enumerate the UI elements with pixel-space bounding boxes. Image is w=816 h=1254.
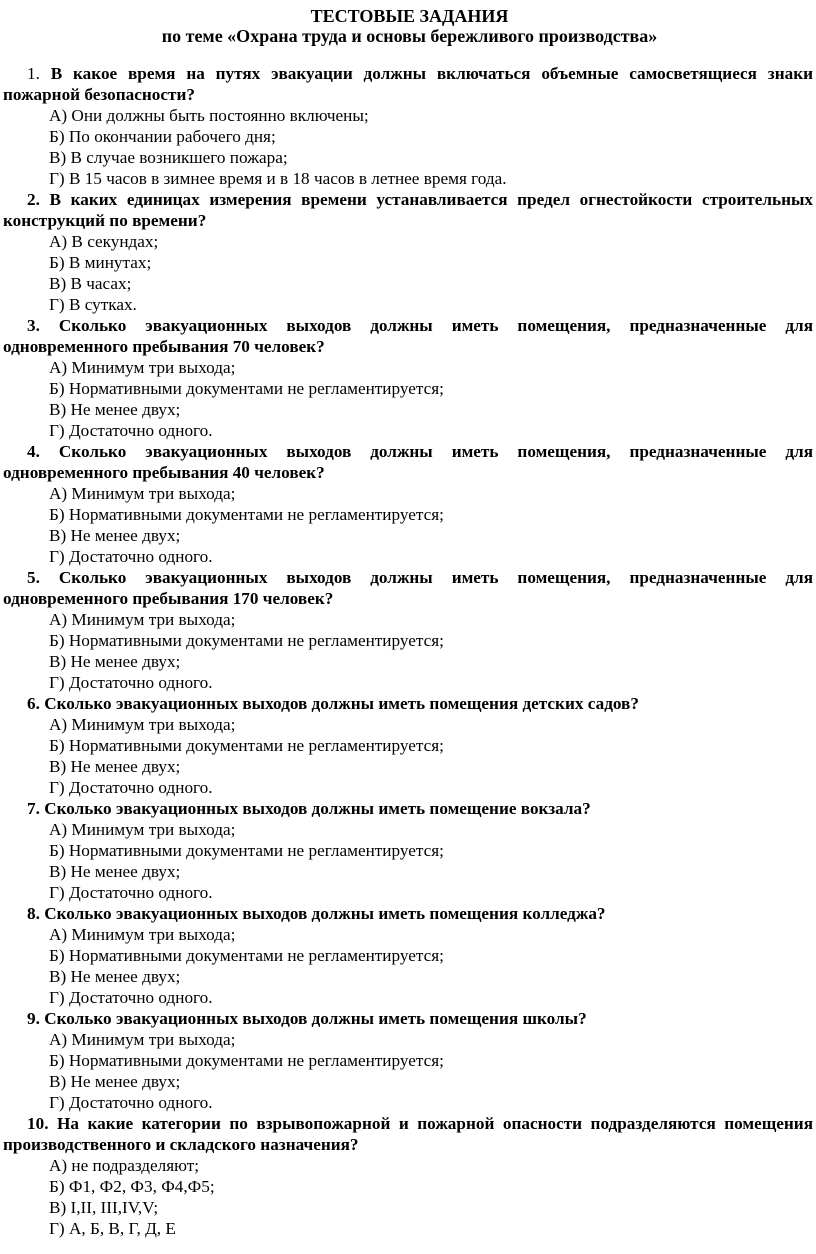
- question-text: Сколько эвакуационных выходов должны иметь помещение вокзала?: [44, 799, 591, 818]
- answer-option: А) Минимум три выхода;: [49, 925, 236, 944]
- answer-option: Б) Нормативными документами не регламентируется;: [49, 631, 444, 650]
- answer-option: Г) Достаточно одного.: [49, 883, 213, 902]
- question-text: Сколько эвакуационных выходов должны иметь помещения школы?: [44, 1009, 587, 1028]
- question-text: Сколько эвакуационных выходов должны иметь помещения детских садов?: [44, 694, 639, 713]
- answer-option: Б) Нормативными документами не регламентируется;: [49, 1051, 444, 1070]
- answer-option: Г) Достаточно одного.: [49, 988, 213, 1007]
- answer-option: А) Они должны быть постоянно включены;: [49, 106, 369, 125]
- answer-option: Б) Нормативными документами не регламентируется;: [49, 841, 444, 860]
- answer-option: В) Не менее двух;: [49, 400, 181, 419]
- answer-option: Г) Достаточно одного.: [49, 673, 213, 692]
- question-number: 2.: [27, 190, 40, 209]
- question-number: 5.: [27, 568, 40, 587]
- question-number: 4.: [27, 442, 40, 461]
- answer-option: Б) Ф1, Ф2, Ф3, Ф4,Ф5;: [49, 1177, 215, 1196]
- question-text: Сколько эвакуационных выходов должны иметь помещения колледжа?: [44, 904, 606, 923]
- answer-option: А) В секундах;: [49, 232, 159, 251]
- question-text: Сколько эвакуационных выходов должны иметь помещения, предназначенные для одновременного пребывания 170 человек?: [3, 568, 813, 608]
- answer-option: А) Минимум три выхода;: [49, 358, 236, 377]
- question-6: [3, 693, 813, 714]
- document-title: ТЕСТОВЫЕ ЗАДАНИЯ: [310, 6, 509, 26]
- answer-option: В) I,II, III,IV,V;: [49, 1198, 159, 1217]
- question-7: [3, 798, 813, 819]
- answer-option: В) Не менее двух;: [49, 526, 181, 545]
- question-text: Сколько эвакуационных выходов должны иметь помещения, предназначенные для одновременного пребывания 40 человек?: [3, 442, 813, 482]
- answer-option: Г) В сутках.: [49, 295, 137, 314]
- answer-option: Б) Нормативными документами не регламентируется;: [49, 946, 444, 965]
- answer-option: А) Минимум три выхода;: [49, 610, 236, 629]
- answer-option: В) Не менее двух;: [49, 1072, 181, 1091]
- question-1: [3, 63, 813, 105]
- question-list: [3, 63, 816, 1239]
- answer-option: В) Не менее двух;: [49, 967, 181, 986]
- answer-option: Б) В минутах;: [49, 253, 152, 272]
- answer-option: А) Минимум три выхода;: [49, 1030, 236, 1049]
- answer-option: Г) А, Б, В, Г, Д, Е: [49, 1219, 176, 1238]
- answer-option: А) Минимум три выхода;: [49, 820, 236, 839]
- answer-option: Б) По окончании рабочего дня;: [49, 127, 276, 146]
- question-number: 10.: [27, 1114, 49, 1133]
- document-subtitle: по теме «Охрана труда и основы бережливого производства»: [161, 26, 658, 46]
- question-number: 6.: [27, 694, 40, 713]
- question-text: Сколько эвакуационных выходов должны иметь помещения, предназначенные для одновременного пребывания 70 человек?: [3, 316, 813, 356]
- answer-option: Г) Достаточно одного.: [49, 421, 213, 440]
- question-8: [3, 903, 813, 924]
- question-number: 8.: [27, 904, 40, 923]
- question-number: 7.: [27, 799, 40, 818]
- answer-option: Г) Достаточно одного.: [49, 547, 213, 566]
- question-9: [3, 1008, 813, 1029]
- answer-option: В) Не менее двух;: [49, 757, 181, 776]
- answer-option: В) В часах;: [49, 274, 132, 293]
- answer-option: В) Не менее двух;: [49, 862, 181, 881]
- answer-option: Б) Нормативными документами не регламентируется;: [49, 505, 444, 524]
- answer-option: А) Минимум три выхода;: [49, 715, 236, 734]
- question-2: [3, 189, 813, 231]
- question-text: В какое время на путях эвакуации должны включаться объемные самосветящиеся знаки пожарной безопасности?: [3, 64, 814, 104]
- answer-option: В) Не менее двух;: [49, 652, 181, 671]
- question-10: [3, 1113, 813, 1155]
- answer-option: Б) Нормативными документами не регламентируется;: [49, 379, 444, 398]
- question-3: [3, 315, 813, 357]
- answer-option: Г) Достаточно одного.: [49, 1093, 213, 1112]
- answer-option: Г) Достаточно одного.: [49, 778, 213, 797]
- answer-option: В) В случае возникшего пожара;: [49, 148, 288, 167]
- answer-option: Б) Нормативными документами не регламентируется;: [49, 736, 444, 755]
- question-number: 1.: [27, 64, 40, 83]
- question-text: В каких единицах измерения времени устанавливается предел огнестойкости строительных конструкций по времени?: [3, 190, 813, 230]
- answer-option: А) Минимум три выхода;: [49, 484, 236, 503]
- question-5: [3, 567, 813, 609]
- question-text: На какие категории по взрывопожарной и пожарной опасности подразделяются помещения производственного и складского назначения?: [3, 1114, 813, 1154]
- question-4: [3, 441, 813, 483]
- question-number: 3.: [27, 316, 40, 335]
- question-number: 9.: [27, 1009, 40, 1028]
- answer-option: А) не подразделяют;: [49, 1156, 200, 1175]
- answer-option: Г) В 15 часов в зимнее время и в 18 часов в летнее время года.: [49, 169, 507, 188]
